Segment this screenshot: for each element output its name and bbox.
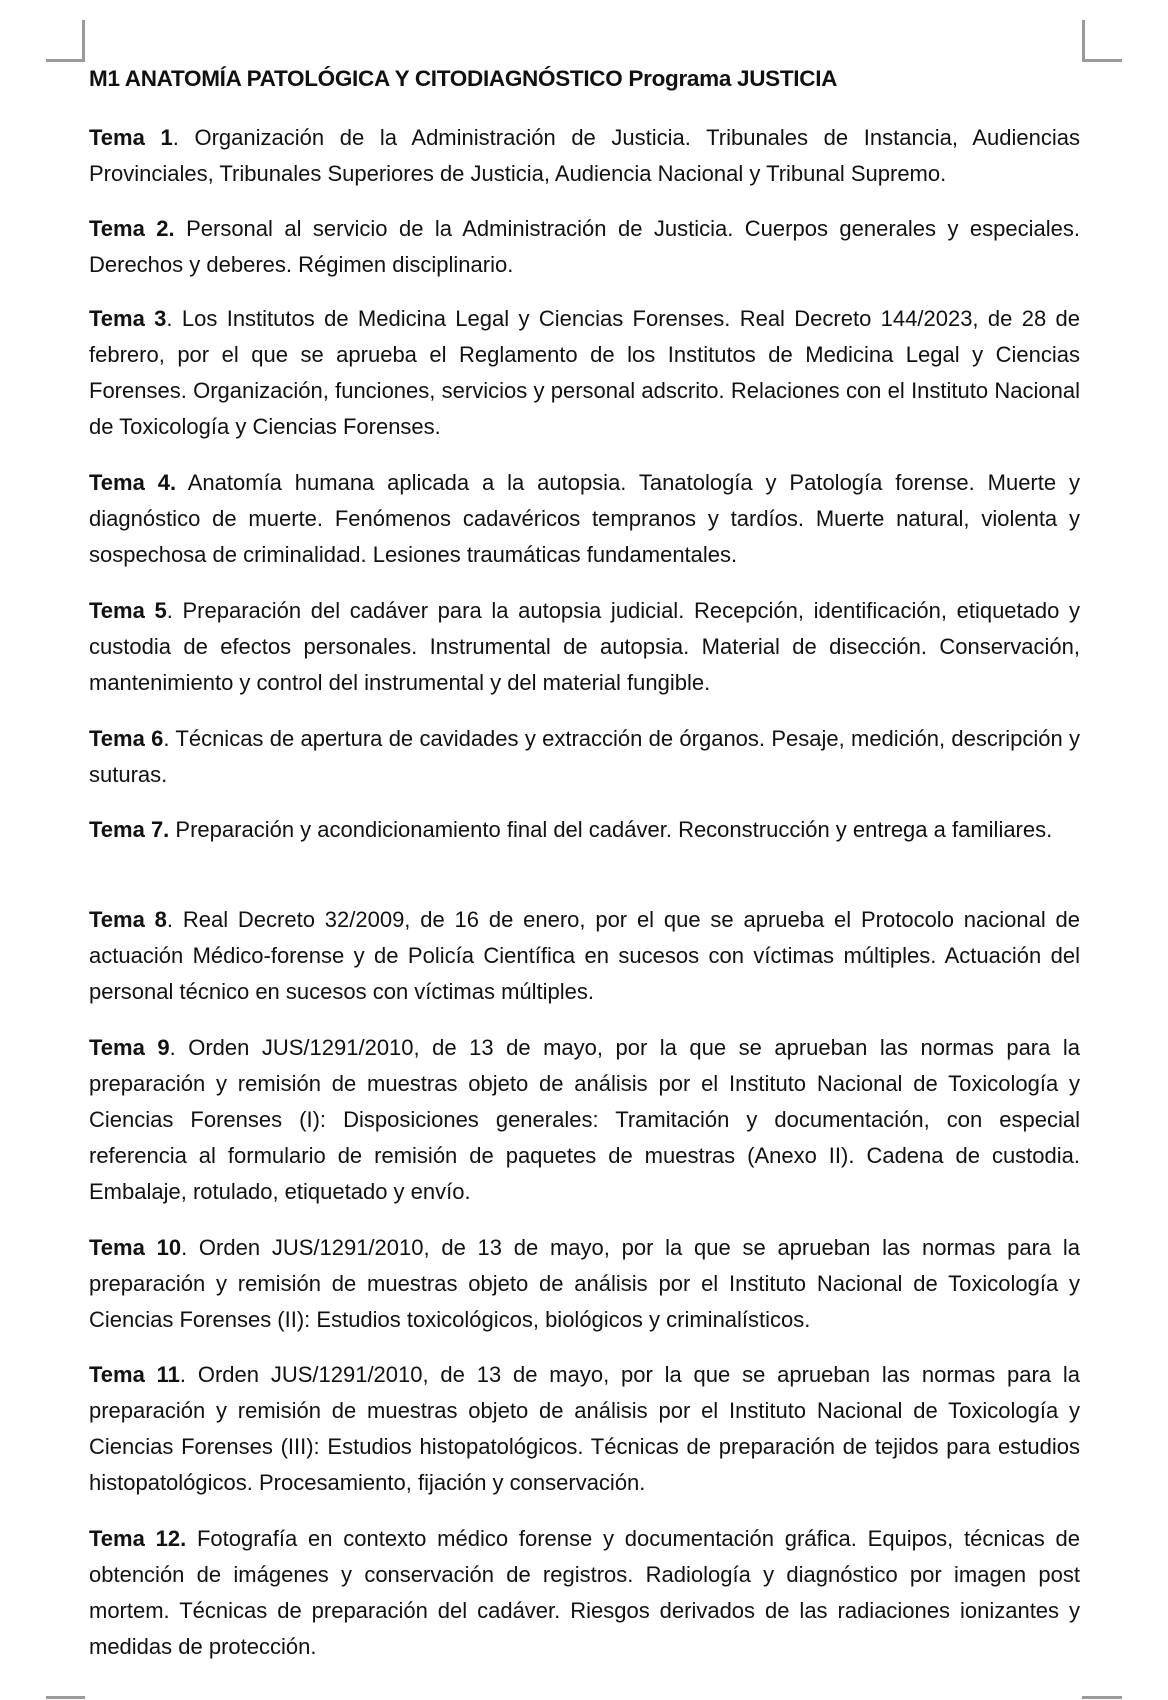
crop-mark-bottom-left [46, 1696, 85, 1699]
tema-separator: . [169, 1035, 176, 1060]
tema-text: Fotografía en contexto médico forense y documentación gráfica. Equipos, técnicas de obtención de imágenes y conservación de registros. Radiología y diagnóstico por imagen post mortem. Técnicas de preparación del cadáver. Riesgos derivados de las radiaciones ionizantes y medidas de protección. [89, 1526, 1080, 1659]
tema-11 [89, 1357, 1080, 1501]
tema-text: Orden JUS/1291/2010, de 13 de mayo, por la que se aprueban las normas para la preparación y remisión de muestras objeto de análisis por el Instituto Nacional de Toxicología y Ciencias Forenses (I): Disposiciones generales: Tramitación y documentación, con especial referencia al formulario de remisión de paquetes de muestras (Anexo II). Cadena de custodia. Embalaje, rotulado, etiquetado y envío. [89, 1035, 1080, 1204]
tema-label: Tema 4. [89, 470, 177, 495]
tema-text: Preparación del cadáver para la autopsia judicial. Recepción, identificación, etiquetado y custodia de efectos personales. Instrumental de autopsia. Material de disección. Conservación, mantenimiento y control del instrumental y del material fungible. [89, 598, 1080, 695]
tema-separator: . [166, 907, 174, 932]
tema-separator: . [179, 1362, 187, 1387]
tema-text: Técnicas de apertura de cavidades y extracción de órganos. Pesaje, medición, descripción y suturas. [89, 726, 1081, 787]
tema-label: Tema 3 [89, 306, 167, 331]
tema-label: Tema 6 [89, 726, 164, 751]
tema-text: Personal al servicio de la Administración de Justicia. Cuerpos generales y especiales. Derechos y deberes. Régimen disciplinario. [89, 216, 1080, 277]
tema-separator: . [181, 1235, 188, 1260]
tema-label: Tema 9 [89, 1035, 170, 1060]
tema-12 [89, 1521, 1080, 1665]
crop-mark-top-right-vertical [1082, 20, 1085, 62]
tema-4 [89, 465, 1080, 573]
tema-label: Tema 5 [89, 598, 167, 623]
document-title: M1 ANATOMÍA PATOLÓGICA Y CITODIAGNÓSTICO Programa JUSTICIA [89, 66, 838, 91]
tema-label: Tema 10 [89, 1235, 182, 1260]
tema-label: Tema 2. [89, 216, 175, 241]
tema-label: Tema 8 [89, 907, 167, 932]
crop-mark-top-right-horizontal [1082, 59, 1122, 62]
tema-label: Tema 11 [89, 1362, 180, 1387]
tema-7 [89, 812, 1080, 848]
tema-label: Tema 7. [89, 817, 170, 842]
tema-text: Real Decreto 32/2009, de 16 de enero, por el que se aprueba el Protocolo nacional de actuación Médico-forense y de Policía Científica en sucesos con víctimas múltiples. Actuación del personal técnico en sucesos con víctimas múltiples. [89, 907, 1081, 1004]
tema-2 [89, 211, 1080, 283]
tema-10 [89, 1230, 1080, 1338]
tema-label: Tema 12. [89, 1526, 187, 1551]
tema-1 [89, 120, 1080, 192]
tema-text: Orden JUS/1291/2010, de 13 de mayo, por la que se aprueban las normas para la preparación y remisión de muestras objeto de análisis por el Instituto Nacional de Toxicología y Ciencias Forenses (III): Estudios histopatológicos. Técnicas de preparación de tejidos para estudios histopatológicos. Procesamiento, fijación y conservación. [89, 1362, 1080, 1495]
crop-mark-bottom-right [1082, 1696, 1122, 1699]
tema-separator: . [166, 306, 173, 331]
tema-8 [89, 902, 1080, 1010]
tema-5 [89, 593, 1080, 701]
tema-separator: . [163, 726, 170, 751]
tema-text: Los Institutos de Medicina Legal y Ciencias Forenses. Real Decreto 144/2023, de 28 de febrero, por el que se aprueba el Reglamento de los Institutos de Medicina Legal y Ciencias Forenses. Organización, funciones, servicios y personal adscrito. Relaciones con el Instituto Nacional de Toxicología y Ciencias Forenses. [89, 306, 1080, 439]
tema-text: Preparación y acondicionamiento final del cadáver. Reconstrucción y entrega a familiares. [169, 817, 1053, 842]
tema-text: Anatomía humana aplicada a la autopsia. Tanatología y Patología forense. Muerte y diagnóstico de muerte. Fenómenos cadavéricos tempranos y tardíos. Muerte natural, violenta y sospechosa de criminalidad. Lesiones traumáticas fundamentales. [89, 470, 1080, 567]
tema-9 [89, 1030, 1080, 1210]
tema-separator: . [166, 598, 173, 623]
tema-label: Tema 1 [89, 125, 173, 150]
crop-mark-top-left-horizontal [46, 59, 85, 62]
tema-3 [89, 301, 1080, 445]
tema-text: Orden JUS/1291/2010, de 13 de mayo, por la que se aprueban las normas para la preparación y remisión de muestras objeto de análisis por el Instituto Nacional de Toxicología y Ciencias Forenses (II): Estudios toxicológicos, biológicos y criminalísticos. [89, 1235, 1081, 1332]
tema-text: Organización de la Administración de Justicia. Tribunales de Instancia, Audiencias Provinciales, Tribunales Superiores de Justicia, Audiencia Nacional y Tribunal Supremo. [89, 125, 1080, 186]
tema-separator: . [172, 125, 179, 150]
crop-mark-top-left-vertical [82, 20, 85, 62]
tema-6 [89, 721, 1080, 793]
